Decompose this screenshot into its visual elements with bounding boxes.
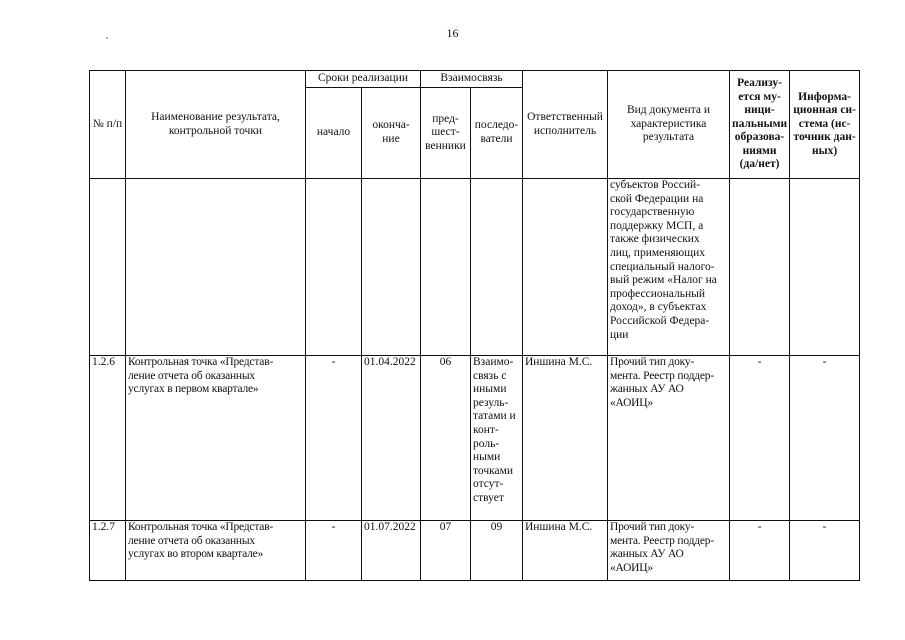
- text-line: ление отчета об оказанных: [128, 369, 255, 382]
- text-line: № п/п: [92, 117, 123, 130]
- cell-start: -: [306, 356, 362, 521]
- text-line: ление отчета об оказанных: [128, 534, 255, 547]
- cell-resp: Иншина М.С.: [523, 521, 608, 581]
- text-line: начало: [316, 126, 351, 139]
- cell-start: [306, 179, 362, 356]
- text-line: образова-: [734, 131, 785, 144]
- text-line: Ответственный: [527, 110, 603, 123]
- text-line: последо-: [474, 119, 519, 132]
- header-doc-type: [608, 71, 730, 179]
- text-line: профессиональный: [610, 287, 705, 300]
- text-line: (да/нет): [739, 158, 780, 171]
- header-num: [90, 71, 126, 179]
- text-line: государственную: [610, 206, 695, 219]
- text-line: стема (ис-: [798, 117, 851, 130]
- text-line: Прочий тип доку-: [610, 521, 695, 533]
- text-line: ных): [811, 144, 838, 157]
- text-line: поддержку МСП, а: [610, 219, 704, 232]
- cell-num: 1.2.7: [90, 521, 126, 581]
- text-line: точками: [473, 464, 514, 477]
- scan-speck: [106, 37, 108, 39]
- cell-info: [790, 179, 860, 356]
- text-line: Информа-: [798, 90, 851, 103]
- header-responsible: [523, 71, 608, 179]
- text-line: татами и: [473, 410, 516, 423]
- text-line: ционная си-: [793, 104, 856, 117]
- text-line: субъектов Россий-: [610, 179, 701, 191]
- text-line: жанных АУ АО: [610, 548, 684, 561]
- cell-pred: [421, 179, 471, 356]
- text-line: Прочий тип доку-: [610, 356, 695, 368]
- text-line: венники: [425, 139, 466, 152]
- cell-doc: [608, 521, 730, 581]
- text-line: исполнитель: [533, 124, 597, 137]
- cell-end: [362, 179, 421, 356]
- cell-name: [126, 179, 306, 356]
- cell-name: [126, 356, 306, 521]
- cell-info: -: [790, 521, 860, 581]
- cell-resp: [523, 179, 608, 356]
- header-terms: [306, 71, 421, 88]
- text-line: Взаимосвязь: [440, 72, 503, 85]
- text-line: ници-: [744, 104, 775, 117]
- text-line: роль-: [473, 437, 500, 450]
- text-line: ниями: [742, 144, 777, 157]
- text-line: Контрольная точка «Представ-: [128, 356, 274, 368]
- text-line: ние: [382, 133, 400, 145]
- text-line: лиц, применяющих: [610, 246, 706, 259]
- cell-start: -: [306, 521, 362, 581]
- cell-succ: [471, 179, 523, 356]
- text-line: мента. Реестр поддер-: [610, 369, 714, 382]
- text-line: специальный налого-: [610, 260, 715, 273]
- header-successors: [471, 88, 523, 179]
- text-line: точник дан-: [793, 131, 856, 144]
- text-line: Сроки реализации: [318, 72, 408, 85]
- header-relation: [421, 71, 523, 88]
- text-line: отсут-: [473, 478, 504, 491]
- text-line: Наименование результата,: [151, 110, 280, 123]
- text-line: связь с: [473, 369, 507, 382]
- text-line: также физических: [610, 233, 700, 246]
- cell-resp: Иншина М.С.: [523, 356, 608, 521]
- header-info-system: [790, 71, 860, 179]
- cell-pred: 06: [421, 356, 471, 521]
- cell-doc: [608, 356, 730, 521]
- text-line: иными: [473, 383, 507, 396]
- text-line: оконча-: [372, 119, 410, 132]
- page-number: 16: [446, 26, 459, 40]
- cell-num: [90, 179, 126, 356]
- text-line: контрольной точки: [168, 124, 263, 137]
- header-municipal: [730, 71, 790, 179]
- text-line: ции: [610, 328, 629, 341]
- text-line: «АОИЦ»: [610, 396, 653, 409]
- cell-municipal: [730, 179, 790, 356]
- text-line: жанных АУ АО: [610, 383, 684, 396]
- text-line: ными: [473, 451, 501, 464]
- cell-municipal: -: [730, 521, 790, 581]
- text-line: доход», в субъектах: [610, 301, 707, 314]
- cell-municipal: -: [730, 356, 790, 521]
- table-row: [90, 179, 860, 356]
- text-line: результата: [642, 131, 695, 144]
- text-line: Российской Федера-: [610, 314, 710, 327]
- cell-succ: [471, 521, 523, 581]
- text-line: Контрольная точка «Представ-: [128, 521, 274, 533]
- text-line: пред-: [432, 112, 459, 125]
- text-line: 09: [490, 521, 503, 533]
- header-start: [306, 88, 362, 179]
- text-line: услугах в первом квартале»: [128, 383, 259, 396]
- header-name: [126, 71, 306, 179]
- header-predecessors: [421, 88, 471, 179]
- table-row: [90, 356, 860, 521]
- text-line: шест-: [431, 126, 460, 139]
- cell-succ: [471, 356, 523, 521]
- text-line: Взаимо-: [473, 356, 514, 368]
- text-line: ской Федерации на: [610, 192, 704, 205]
- text-line: конт-: [473, 423, 499, 436]
- text-line: услугах во втором квартале»: [128, 548, 264, 561]
- text-line: характеристика: [630, 117, 707, 130]
- implementation-table: [89, 70, 860, 581]
- cell-doc: [608, 179, 730, 356]
- cell-num: 1.2.6: [90, 356, 126, 521]
- cell-pred: 07: [421, 521, 471, 581]
- text-line: ется му-: [738, 90, 781, 103]
- text-line: Вид документа и: [626, 104, 710, 117]
- header-end: [362, 88, 421, 179]
- text-line: ватели: [480, 133, 513, 145]
- text-line: пальными: [732, 117, 788, 130]
- text-line: «АОИЦ»: [610, 561, 653, 574]
- cell-end: 01.04.2022: [362, 356, 421, 521]
- text-line: ствует: [473, 491, 504, 504]
- text-line: мента. Реестр поддер-: [610, 534, 714, 547]
- text-line: резуль-: [473, 396, 509, 409]
- text-line: вый режим «Налог на: [610, 274, 717, 287]
- cell-info: -: [790, 356, 860, 521]
- cell-end: 01.07.2022: [362, 521, 421, 581]
- cell-name: [126, 521, 306, 581]
- text-line: Реализу-: [737, 76, 782, 89]
- table-row: [90, 521, 860, 581]
